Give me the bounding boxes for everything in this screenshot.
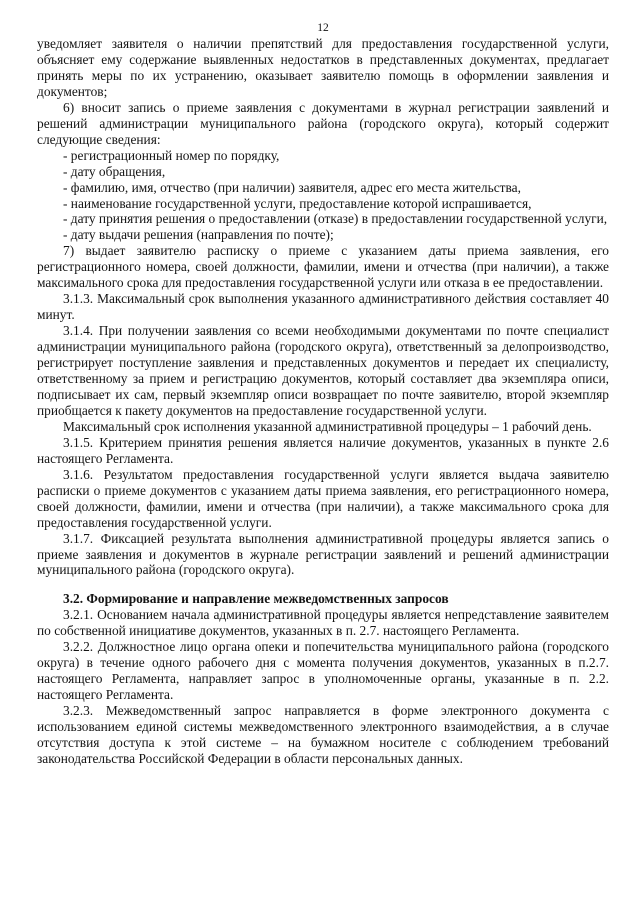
paragraph-continuation: уведомляет заявителя о наличии препятствий для предоставления государственной услуги, объясняет ему содержание выявленных недостатков в представленных документах, предлагает принять меры по их устранению, оказывает заявителю помощь в оформлении заявления и документов;: [37, 36, 609, 99]
paragraph-3-2-2: 3.2.2. Должностное лицо органа опеки и попечительства муниципального района (городского округа) в течение одного рабочего дня с момента получения документов, указанных в п.2.7. настоящего Регламента, направляет запрос в уполномоченные органы, указанные в п. 2.2. настоящего Регламента.: [37, 639, 609, 703]
list-item: - наименование государственной услуги, предоставление которой испрашивается,: [63, 195, 532, 211]
paragraph-3-1-7: 3.1.7. Фиксацией результата выполнения административной процедуры является запись о приеме заявления и документов в журнале регистрации заявлений и решений администрации муниципального района (городского округа).: [37, 530, 609, 578]
paragraph-3-2-1: 3.2.1. Основанием начала административной процедуры является непредставление заявителем по собственной инициативе документов, указанных в п. 2.7. настоящего Регламента.: [37, 607, 609, 639]
section-title: 3.2. Формирование и направление межведомственных запросов: [63, 591, 449, 607]
list-item: - дату выдачи решения (направления по почте);: [63, 227, 334, 243]
page-number: 12: [317, 22, 329, 34]
paragraph-max-term: Максимальный срок исполнения указанной административной процедуры – 1 рабочий день.: [63, 418, 592, 434]
paragraph-3-1-5: 3.1.5. Критерием принятия решения является наличие документов, указанных в пункте 2.6 настоящего Регламента.: [37, 434, 609, 466]
paragraph-3-1-6: 3.1.6. Результатом предоставления государственной услуги является выдача заявителю расписки о приеме документов с указанием даты приема заявления, его регистрационного номера, своей должности, фамилии, имени и отчества (при наличии), а также максимального срока для предоставления государственной услуги.: [37, 466, 609, 530]
list-item: - фамилию, имя, отчество (при наличии) заявителя, адрес его места жительства,: [63, 179, 521, 195]
paragraph-item-6: 6) вносит запись о приеме заявления с документами в журнал регистрации заявлений и решений администрации муниципального района (городского округа), который содержит следующие сведения:: [37, 99, 609, 147]
list-item: - дату обращения,: [63, 163, 166, 179]
registration-fields-list: [37, 148, 609, 244]
paragraph-3-1-4: 3.1.4. При получении заявления со всеми необходимыми документами по почте специалист администрации муниципального района (городского округа), ответственный за делопроизводство, регистрирует поступление заявления и представленных документов и передает их специалисту, ответственному за прием и регистрацию документов, который составляет два экземпляра описи, подписывает их сам, первый экземпляр описи возвращает по почте заявителю, второй экземпляр приобщается к пакету документов на предоставление государственной услуги.: [37, 323, 609, 418]
list-item: - регистрационный номер по порядку,: [63, 147, 280, 163]
list-item: - дату принятия решения о предоставлении (отказе) в предоставлении государственной услуги,: [63, 211, 608, 227]
paragraph-3-1-3: 3.1.3. Максимальный срок выполнения указанного административного действия составляет 40 минут.: [37, 291, 609, 323]
paragraph-item-7: 7) выдает заявителю расписку о приеме с указанием даты приема заявления, его регистрационного номера, своей должности, фамилии, имени и отчества (при наличии), а также максимального срока для предоставления государственной услуги или отказа в ее предоставлении.: [37, 243, 609, 291]
paragraph-3-2-3: 3.2.3. Межведомственный запрос направляется в форме электронного документа с использованием единой системы межведомственного электронного взаимодействия, а в случае отсутствия доступа к этой системе – на бумажном носителе с соблюдением требований законодательства Российской Федерации в области персональных данных.: [37, 703, 609, 766]
